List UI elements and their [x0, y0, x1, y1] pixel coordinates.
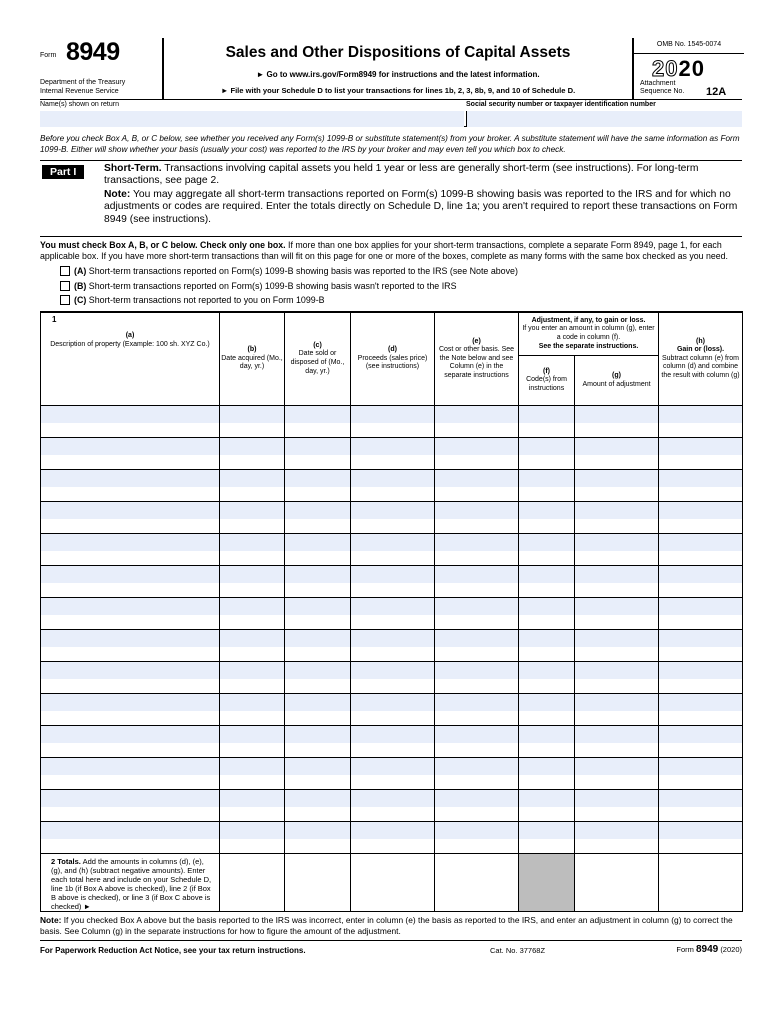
cell-col-a[interactable] — [41, 790, 220, 822]
totals-col-d[interactable] — [351, 854, 435, 912]
col-b-letter: (b) — [247, 346, 257, 354]
cell-col-c[interactable] — [285, 406, 351, 438]
totals-col-f — [519, 854, 575, 912]
cell-col-e[interactable] — [435, 726, 519, 758]
cell-col-g[interactable] — [575, 406, 659, 438]
cell-col-b[interactable] — [220, 598, 285, 630]
cell-col-f[interactable] — [519, 406, 575, 438]
cell-col-a[interactable] — [41, 726, 220, 758]
catalog-number: Cat. No. 37768Z — [490, 946, 546, 956]
cell-col-g[interactable] — [575, 598, 659, 630]
totals-col-g[interactable] — [575, 854, 659, 912]
cell-col-a[interactable] — [41, 822, 220, 854]
tax-year — [652, 56, 705, 82]
cell-col-h[interactable] — [659, 598, 743, 630]
form-page — [40, 38, 742, 960]
box-a-row[interactable] — [60, 264, 742, 279]
intro-text: Before you check Box A, B, or C below, see whether you received any Form(s) 1099-B or substitute statement(s) from your broker. A substitute statement will have the same information as Form 1099-B. Either will show whether your basis (usually your cost) was reported to the IRS by your broker and may even tell you which box to check. — [40, 133, 742, 161]
cell-col-f[interactable] — [519, 534, 575, 566]
form-id-block — [40, 38, 164, 100]
table-row — [41, 662, 743, 694]
cell-col-h[interactable] — [659, 566, 743, 598]
table-row — [41, 406, 743, 438]
totals-col-b — [220, 854, 285, 912]
cell-col-c[interactable] — [285, 726, 351, 758]
box-b-letter: (B) — [74, 280, 87, 291]
cell-col-e[interactable] — [435, 598, 519, 630]
adjustment-desc: If you enter an amount in column (g), enter a code in column (f). — [522, 325, 655, 342]
cell-col-b[interactable] — [220, 726, 285, 758]
col-e-desc: Cost or other basis. See the Note below and see Column (e) in the separate instructions — [438, 346, 515, 379]
cell-col-c[interactable] — [285, 662, 351, 694]
footer-form-label: Form — [676, 945, 694, 955]
cell-col-d[interactable] — [351, 598, 435, 630]
cell-col-f[interactable] — [519, 790, 575, 822]
col-e-letter: (e) — [472, 337, 481, 345]
table-row — [41, 502, 743, 534]
cell-col-g[interactable] — [575, 790, 659, 822]
col-h-letter: (h) — [696, 337, 705, 345]
adjustment-see: See the separate instructions. — [538, 342, 639, 350]
cell-col-f[interactable] — [519, 566, 575, 598]
cell-col-g[interactable] — [575, 758, 659, 790]
check-instruction — [40, 240, 742, 262]
footer-form-id — [676, 944, 742, 955]
table-row — [41, 470, 743, 502]
omb-block — [632, 38, 742, 100]
cell-col-e[interactable] — [435, 822, 519, 854]
department — [40, 78, 125, 96]
col-e-header — [435, 312, 519, 406]
cell-col-c[interactable] — [285, 438, 351, 470]
file-with-instruction: ► File with your Schedule D to list your transactions for lines 1b, 2, 3, 8b, 9, and 10 of Schedule D. — [220, 86, 576, 95]
cell-col-c[interactable] — [285, 534, 351, 566]
cell-col-b[interactable] — [220, 790, 285, 822]
cell-col-h[interactable] — [659, 406, 743, 438]
check-instruction-rest: If more than one box applies for your short-term transactions, complete a separate Form 8949, page 1, for each applicable box. If you have more short-term transactions than will fit on this page for one or more of the boxes, complete as many forms with the same box checked as you need. — [40, 240, 728, 261]
cell-col-d[interactable] — [351, 470, 435, 502]
cell-col-d[interactable] — [351, 534, 435, 566]
cell-col-c[interactable] — [285, 502, 351, 534]
cell-col-f[interactable] — [519, 694, 575, 726]
cell-col-h[interactable] — [659, 726, 743, 758]
totals-number: 2 — [51, 857, 56, 867]
transactions-table — [40, 311, 743, 913]
footer-form-number: 8949 — [695, 944, 719, 956]
cell-col-a[interactable] — [41, 694, 220, 726]
cell-col-c[interactable] — [285, 822, 351, 854]
cell-col-f[interactable] — [519, 438, 575, 470]
table-row — [41, 694, 743, 726]
part-note-label: Note: — [104, 188, 131, 200]
part-heading: Short-Term. — [104, 163, 162, 174]
totals-text: Add the amounts in columns (d), (e), (g), and (h) (subtract negative amounts). Enter each total here and include on your Schedule D, line 1b (if Box A above is checked), line 2 (if Box B above is checked), or line 3 (if Box C above is checked) ► — [51, 857, 212, 912]
cell-col-e[interactable] — [435, 566, 519, 598]
cell-col-f[interactable] — [519, 470, 575, 502]
attachment-text: Attachment — [640, 80, 676, 87]
name-ssn-row — [40, 100, 742, 127]
attachment-label — [640, 80, 684, 96]
cell-col-e[interactable] — [435, 630, 519, 662]
cell-col-c[interactable] — [285, 470, 351, 502]
col-g-header — [575, 356, 659, 406]
cell-col-f[interactable] — [519, 630, 575, 662]
cell-col-h[interactable] — [659, 630, 743, 662]
part-note-text: You may aggregate all short-term transactions reported on Form(s) 1099-B showing basis was reported to the IRS and for which no adjustments or codes are required. Enter the totals directly on Schedule D, line 1a; you aren't required to report these transactions on Form 8949 (see instructions). — [104, 188, 738, 225]
box-b-row[interactable] — [60, 279, 742, 294]
box-c-checkbox[interactable] — [60, 295, 70, 305]
part-note-para — [104, 189, 742, 226]
cell-col-a[interactable] — [41, 502, 220, 534]
col-h-header — [659, 312, 743, 406]
col-a-header — [41, 312, 220, 406]
cell-col-f[interactable] — [519, 822, 575, 854]
dept-line2: Internal Revenue Service — [40, 88, 119, 95]
cell-col-e[interactable] — [435, 694, 519, 726]
cell-col-e[interactable] — [435, 758, 519, 790]
totals-col-e[interactable] — [435, 854, 519, 912]
box-c-row[interactable] — [60, 293, 742, 308]
cell-col-f[interactable] — [519, 758, 575, 790]
cell-col-a[interactable] — [41, 438, 220, 470]
col-h-title: Gain or (loss). — [676, 346, 725, 354]
sequence-text: Sequence No. — [640, 88, 685, 95]
cell-col-f[interactable] — [519, 502, 575, 534]
sequence-number: 12A — [706, 86, 727, 98]
bottom-note — [40, 915, 742, 941]
cell-col-c[interactable] — [285, 598, 351, 630]
cell-col-h[interactable] — [659, 758, 743, 790]
part-1-section — [40, 163, 742, 237]
cell-col-a[interactable] — [41, 662, 220, 694]
cell-col-b[interactable] — [220, 694, 285, 726]
cell-col-h[interactable] — [659, 470, 743, 502]
cell-col-a[interactable] — [41, 470, 220, 502]
table-row — [41, 566, 743, 598]
table-row — [41, 758, 743, 790]
col-g-letter: (g) — [612, 372, 621, 380]
form-number: 8949 — [66, 38, 120, 66]
cell-col-d[interactable] — [351, 502, 435, 534]
footer-year: (2020) — [720, 945, 742, 955]
col-d-letter: (d) — [388, 346, 397, 354]
form-footer — [40, 944, 742, 960]
part-heading-text: Transactions involving capital assets you held 1 year or less are generally short-term (see instructions). For long-term transactions, see page 2. — [104, 163, 699, 187]
transaction-rows — [41, 406, 743, 912]
cell-col-a[interactable] — [41, 534, 220, 566]
cell-col-e[interactable] — [435, 790, 519, 822]
totals-col-h[interactable] — [659, 854, 743, 912]
col-a-letter: (a) — [125, 332, 135, 340]
table-row — [41, 438, 743, 470]
cell-col-c[interactable] — [285, 790, 351, 822]
cell-col-e[interactable] — [435, 502, 519, 534]
year-prefix: 20 — [652, 56, 679, 81]
cell-col-c[interactable] — [285, 630, 351, 662]
box-c-text: Short-term transactions not reported to you on Form 1099-B — [88, 295, 325, 306]
cell-col-d[interactable] — [351, 822, 435, 854]
cell-col-d[interactable] — [351, 726, 435, 758]
adjustment-header — [519, 312, 659, 356]
adjustment-title: Adjustment, if any, to gain or loss. — [531, 316, 646, 324]
box-options — [40, 264, 742, 308]
cell-col-b[interactable] — [220, 502, 285, 534]
cell-col-d[interactable] — [351, 438, 435, 470]
col-a-desc: Description of property (Example: 100 sh. XYZ Co.) — [50, 340, 210, 348]
cell-col-e[interactable] — [435, 406, 519, 438]
part-badge: Part I — [42, 165, 84, 179]
cell-col-g[interactable] — [575, 630, 659, 662]
col-b-header — [220, 312, 285, 406]
cell-col-b[interactable] — [220, 630, 285, 662]
form-label: Form — [40, 52, 57, 59]
cell-col-g[interactable] — [575, 438, 659, 470]
col-f-desc: Code(s) from instructions — [526, 376, 567, 393]
totals-row — [41, 854, 743, 912]
year-suffix: 20 — [678, 56, 705, 81]
title-block — [164, 38, 632, 100]
cell-col-h[interactable] — [659, 822, 743, 854]
cell-col-e[interactable] — [435, 438, 519, 470]
table-row — [41, 822, 743, 854]
col-g-desc: Amount of adjustment — [582, 380, 651, 388]
cell-col-a[interactable] — [41, 598, 220, 630]
box-a-letter: (A) — [74, 266, 87, 277]
cell-col-g[interactable] — [575, 470, 659, 502]
table-row — [41, 790, 743, 822]
cell-col-a[interactable] — [41, 406, 220, 438]
cell-col-b[interactable] — [220, 566, 285, 598]
cell-col-g[interactable] — [575, 566, 659, 598]
cell-col-a[interactable] — [41, 630, 220, 662]
col-f-header — [519, 356, 575, 406]
cell-col-b[interactable] — [220, 406, 285, 438]
ssn-field[interactable] — [466, 111, 742, 127]
col-h-desc: Subtract column (e) from column (d) and combine the result with column (g) — [661, 354, 740, 379]
table-row — [41, 534, 743, 566]
cell-col-h[interactable] — [659, 662, 743, 694]
cell-col-b[interactable] — [220, 438, 285, 470]
col-c-letter: (c) — [313, 341, 322, 349]
cell-col-f[interactable] — [519, 598, 575, 630]
cell-col-f[interactable] — [519, 726, 575, 758]
cell-col-g[interactable] — [575, 694, 659, 726]
cell-col-g[interactable] — [575, 662, 659, 694]
name-label: Name(s) shown on return — [40, 101, 119, 108]
cell-col-e[interactable] — [435, 470, 519, 502]
cell-col-d[interactable] — [351, 662, 435, 694]
cell-col-e[interactable] — [435, 662, 519, 694]
cell-col-b[interactable] — [220, 534, 285, 566]
cell-col-b[interactable] — [220, 822, 285, 854]
col-c-header — [285, 312, 351, 406]
col-a-label — [42, 332, 218, 349]
form-title: Sales and Other Dispositions of Capital Assets — [225, 44, 571, 61]
cell-col-g[interactable] — [575, 726, 659, 758]
cell-col-b[interactable] — [220, 470, 285, 502]
table-row — [41, 630, 743, 662]
box-a-text: Short-term transactions reported on Form(s) 1099-B showing basis was reported to the IRS (see Note above) — [88, 266, 518, 277]
box-c-letter: (C) — [74, 295, 87, 306]
part-heading-para — [104, 163, 742, 188]
cell-col-b[interactable] — [220, 758, 285, 790]
cell-col-g[interactable] — [575, 534, 659, 566]
cell-col-g[interactable] — [575, 822, 659, 854]
name-field[interactable] — [40, 111, 464, 127]
totals-col-c — [285, 854, 351, 912]
col-d-desc: Proceeds (sales price) (see instructions) — [357, 354, 428, 371]
cell-col-h[interactable] — [659, 790, 743, 822]
col-f-letter: (f) — [543, 367, 550, 375]
cell-col-h[interactable] — [659, 534, 743, 566]
cell-col-g[interactable] — [575, 502, 659, 534]
cell-col-h[interactable] — [659, 502, 743, 534]
col-d-header — [351, 312, 435, 406]
cell-col-d[interactable] — [351, 406, 435, 438]
totals-label-cell — [41, 854, 220, 912]
bottom-note-label: Note: — [40, 915, 62, 926]
cell-col-d[interactable] — [351, 566, 435, 598]
cell-col-d[interactable] — [351, 630, 435, 662]
line-1-number: 1 — [52, 314, 57, 324]
paperwork-notice: For Paperwork Reduction Act Notice, see your tax return instructions. — [40, 946, 306, 956]
cell-col-b[interactable] — [220, 662, 285, 694]
cell-col-h[interactable] — [659, 438, 743, 470]
cell-col-a[interactable] — [41, 758, 220, 790]
totals-label: Totals. — [57, 857, 81, 867]
omb-number: OMB No. 1545-0074 — [634, 41, 744, 54]
cell-col-d[interactable] — [351, 790, 435, 822]
cell-col-d[interactable] — [351, 758, 435, 790]
ssn-label: Social security number or taxpayer identification number — [466, 101, 656, 108]
table-row — [41, 598, 743, 630]
cell-col-c[interactable] — [285, 694, 351, 726]
box-a-checkbox[interactable] — [60, 266, 70, 276]
cell-col-e[interactable] — [435, 534, 519, 566]
cell-col-f[interactable] — [519, 662, 575, 694]
form-header — [40, 38, 742, 100]
cell-col-h[interactable] — [659, 694, 743, 726]
goto-instruction: ► Go to www.irs.gov/Form8949 for instructions and the latest information. — [256, 70, 540, 79]
box-b-checkbox[interactable] — [60, 281, 70, 291]
cell-col-c[interactable] — [285, 758, 351, 790]
dept-line1: Department of the Treasury — [40, 79, 126, 86]
cell-col-c[interactable] — [285, 566, 351, 598]
col-c-desc: Date sold or disposed of (Mo., day, yr.) — [290, 350, 345, 375]
box-b-text: Short-term transactions reported on Form(s) 1099-B showing basis wasn't reported to the IRS — [88, 280, 457, 291]
bottom-note-text: If you checked Box A above but the basis reported to the IRS was incorrect, enter in column (e) the basis as reported to the IRS, and enter an adjustment in column (g) to correct the basis. See Column (g) in the separate instructions for how to figure the amount of the adjustment. — [40, 915, 733, 937]
cell-col-d[interactable] — [351, 694, 435, 726]
check-instruction-lead: You must check Box A, B, or C below. Check only one box. — [40, 240, 286, 250]
table-row — [41, 726, 743, 758]
cell-col-a[interactable] — [41, 566, 220, 598]
col-b-desc: Date acquired (Mo., day, yr.) — [221, 354, 283, 371]
